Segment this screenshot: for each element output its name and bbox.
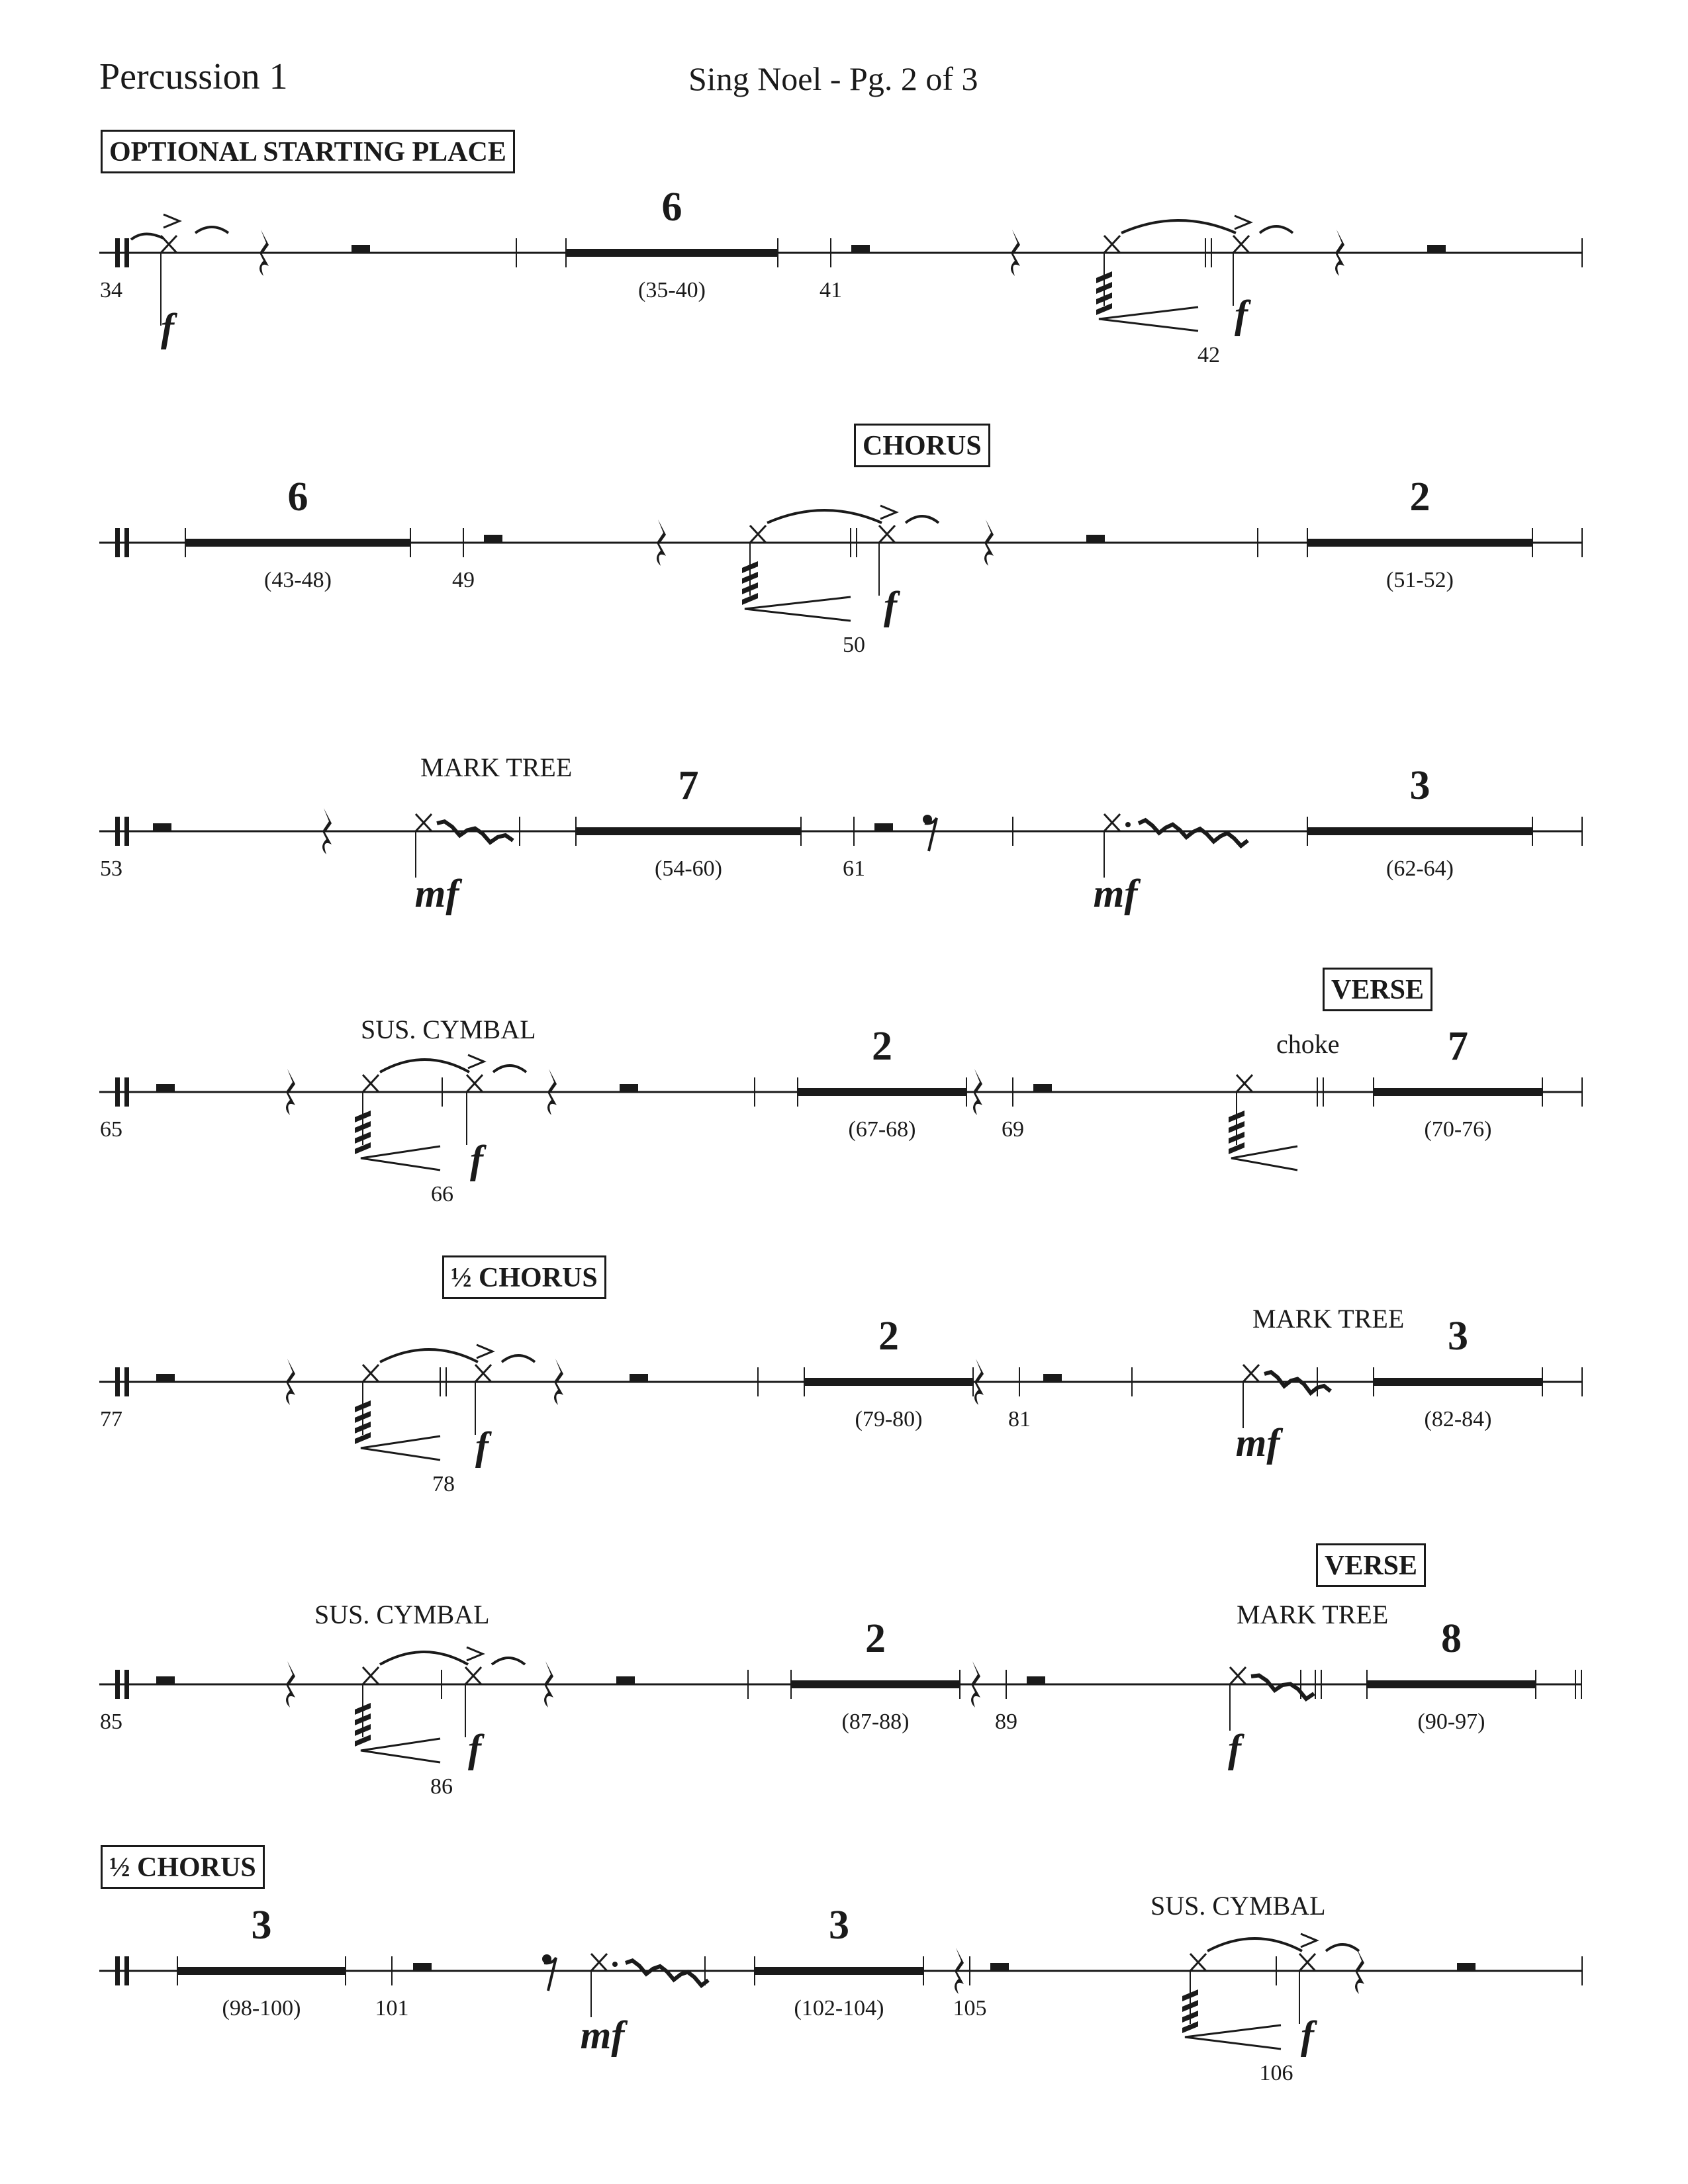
half-rest-icon [1043, 1374, 1062, 1382]
half-rest-icon [156, 1676, 175, 1684]
multimeasure-rest-bar [791, 1680, 960, 1688]
half-rest-icon [616, 1676, 635, 1684]
multimeasure-rest-bar [1307, 539, 1532, 547]
tie-icon [1260, 226, 1293, 233]
x-notehead-icon [363, 1667, 379, 1684]
x-notehead-icon [1104, 814, 1120, 831]
quarter-rest-icon [955, 1948, 964, 1994]
multimeasure-rest-bar [566, 249, 778, 257]
percussion-clef-icon [115, 1670, 120, 1699]
accent-icon [467, 1647, 483, 1661]
quarter-rest-icon [973, 1069, 982, 1115]
multirest-count: 2 [865, 1616, 886, 1661]
percussion-clef-icon [115, 817, 120, 846]
x-notehead-icon [161, 236, 177, 253]
multirest-range: (90-97) [1417, 1709, 1485, 1734]
accent-icon [477, 1345, 492, 1358]
dynamic-marking: f [468, 1727, 481, 1770]
x-notehead-icon [1237, 1075, 1252, 1092]
tremolo-slash-icon [1229, 1132, 1244, 1144]
half-rest-icon [1027, 1676, 1045, 1684]
rehearsal-mark: VERSE [1323, 968, 1432, 1011]
multirest-count: 3 [829, 1903, 849, 1948]
tremolo-slash-icon [355, 1422, 371, 1433]
multirest-range: (102-104) [794, 1996, 884, 2021]
half-rest-icon [1033, 1084, 1052, 1092]
eighth-rest-icon [925, 818, 937, 851]
tremolo-slash-icon [742, 593, 758, 605]
tremolo-slash-icon [1182, 1989, 1198, 2001]
x-notehead-icon [416, 814, 432, 831]
tremolo-slash-icon [355, 1132, 371, 1144]
dynamic-marking: f [884, 584, 897, 627]
quarter-rest-icon [259, 230, 269, 276]
rehearsal-mark: OPTIONAL STARTING PLACE [101, 130, 515, 173]
quarter-rest-icon [974, 1359, 984, 1405]
eighth-rest-icon [542, 1954, 551, 1964]
shake-line-icon [1139, 820, 1248, 846]
x-notehead-icon [750, 525, 766, 543]
x-notehead-icon [363, 1365, 379, 1382]
tremolo-slash-icon [1096, 293, 1112, 304]
rehearsal-mark: VERSE [1316, 1543, 1426, 1587]
shake-line-icon [1264, 1372, 1331, 1393]
x-notehead-icon [1299, 1954, 1315, 1971]
x-notehead-icon [475, 1365, 491, 1382]
tremolo-slash-icon [742, 582, 758, 594]
measure-number: 105 [953, 1996, 987, 2021]
multimeasure-rest-bar [177, 1967, 346, 1975]
shake-line-icon [1251, 1676, 1314, 1700]
measure-number: 49 [452, 568, 475, 592]
quarter-rest-icon [1335, 230, 1344, 276]
crescendo-hairpin-icon [361, 1436, 440, 1460]
tie-icon [1207, 1938, 1302, 1951]
percussion-clef-icon [115, 1367, 120, 1396]
tremolo-slash-icon [1229, 1111, 1244, 1122]
quarter-rest-icon [554, 1359, 563, 1405]
tremolo-slash-icon [742, 572, 758, 584]
quarter-rest-icon [286, 1069, 295, 1115]
half-rest-icon [153, 823, 171, 831]
tremolo-slash-icon [355, 1432, 371, 1444]
x-notehead-icon [467, 1075, 483, 1092]
quarter-rest-icon [286, 1661, 295, 1707]
dot-icon [1125, 822, 1131, 827]
tremolo-slash-icon [1096, 303, 1112, 315]
measure-number: 50 [843, 633, 865, 657]
multirest-count: 2 [872, 1024, 892, 1069]
multirest-count: 7 [678, 763, 699, 808]
tremolo-slash-icon [355, 1142, 371, 1154]
crescendo-hairpin-icon [361, 1739, 440, 1762]
eighth-rest-icon [544, 1958, 556, 1991]
x-notehead-icon [1233, 236, 1249, 253]
tremolo-slash-icon [1096, 282, 1112, 294]
instrument-label: SUS. CYMBAL [1150, 1891, 1326, 1921]
dot-icon [612, 1962, 618, 1967]
percussion-clef-icon [124, 238, 129, 267]
rehearsal-mark: ½ CHORUS [101, 1845, 265, 1889]
measure-number: 77 [100, 1407, 122, 1432]
multimeasure-rest-bar [1374, 1378, 1542, 1386]
accent-icon [1235, 216, 1250, 229]
x-notehead-icon [363, 1075, 379, 1092]
half-rest-icon [413, 1963, 432, 1971]
multirest-count: 2 [1409, 475, 1430, 520]
multirest-range: (79-80) [855, 1407, 923, 1432]
tie-icon [492, 1658, 525, 1664]
half-rest-icon [630, 1374, 648, 1382]
half-rest-icon [851, 245, 870, 253]
part-name: Percussion 1 [99, 56, 288, 97]
measure-number: 101 [375, 1996, 409, 2021]
percussion-clef-icon [124, 1670, 129, 1699]
tie-icon [493, 1066, 526, 1072]
measure-number: 86 [430, 1774, 453, 1799]
measure-number: 69 [1002, 1117, 1024, 1142]
multirest-range: (67-68) [848, 1117, 916, 1142]
accent-icon [164, 214, 179, 228]
measure-number: 85 [100, 1709, 122, 1734]
half-rest-icon [484, 535, 502, 543]
dynamic-marking: f [161, 306, 174, 349]
x-notehead-icon [465, 1667, 481, 1684]
accent-icon [880, 506, 896, 519]
dynamic-marking: mf [1093, 872, 1138, 915]
half-rest-icon [990, 1963, 1009, 1971]
percussion-clef-icon [115, 1077, 120, 1107]
quarter-rest-icon [1355, 1948, 1364, 1994]
tremolo-slash-icon [355, 1735, 371, 1747]
tremolo-slash-icon [1229, 1142, 1244, 1154]
quarter-rest-icon [544, 1661, 553, 1707]
tremolo-slash-icon [1182, 2011, 1198, 2023]
tie-icon [131, 234, 164, 240]
multimeasure-rest-bar [755, 1967, 923, 1975]
tremolo-slash-icon [355, 1703, 371, 1715]
tremolo-slash-icon [355, 1111, 371, 1122]
crescendo-hairpin-icon [1099, 307, 1198, 331]
tremolo-slash-icon [1096, 271, 1112, 283]
half-rest-icon [156, 1374, 175, 1382]
dynamic-marking: mf [580, 2013, 625, 2057]
percussion-clef-icon [115, 1956, 120, 1985]
x-notehead-icon [591, 1954, 607, 1971]
percussion-clef-icon [124, 817, 129, 846]
multirest-count: 6 [661, 185, 682, 230]
dynamic-marking: mf [414, 872, 459, 915]
measure-number: 65 [100, 1117, 122, 1142]
measure-number: 106 [1259, 2061, 1293, 2085]
half-rest-icon [1457, 1963, 1476, 1971]
half-rest-icon [620, 1084, 638, 1092]
multirest-count: 6 [287, 475, 308, 520]
percussion-clef-icon [115, 528, 120, 557]
tie-icon [1121, 220, 1236, 233]
tremolo-slash-icon [1182, 2000, 1198, 2012]
tie-icon [906, 516, 939, 523]
multirest-range: (87-88) [841, 1709, 910, 1734]
dynamic-marking: f [1301, 2013, 1314, 2057]
page-title: Sing Noel - Pg. 2 of 3 [688, 60, 978, 97]
half-rest-icon [1427, 245, 1446, 253]
percussion-clef-icon [115, 238, 120, 267]
half-rest-icon [156, 1084, 175, 1092]
multirest-count: 3 [1448, 1314, 1468, 1359]
multimeasure-rest-bar [1367, 1680, 1536, 1688]
x-notehead-icon [1230, 1667, 1246, 1684]
quarter-rest-icon [286, 1359, 295, 1405]
measure-number: 66 [431, 1182, 453, 1206]
tie-icon [1326, 1944, 1359, 1951]
tremolo-slash-icon [742, 561, 758, 573]
multirest-count: 3 [1409, 763, 1430, 808]
dynamic-marking: mf [1235, 1421, 1280, 1465]
multirest-range: (43-48) [264, 568, 332, 592]
multirest-range: (98-100) [222, 1996, 301, 2021]
tremolo-slash-icon [355, 1724, 371, 1736]
multimeasure-rest-bar [798, 1088, 966, 1096]
multirest-range: (70-76) [1424, 1117, 1492, 1142]
measure-number: 78 [432, 1472, 455, 1496]
instrument-label: MARK TREE [1252, 1304, 1405, 1334]
tremolo-slash-icon [355, 1400, 371, 1412]
eighth-rest-icon [923, 815, 932, 824]
multirest-count: 2 [878, 1314, 899, 1359]
measure-number: 42 [1197, 343, 1220, 367]
tie-icon [767, 510, 882, 523]
quarter-rest-icon [322, 808, 332, 854]
multirest-count: 7 [1448, 1024, 1468, 1069]
dynamic-marking: f [1235, 293, 1248, 336]
tremolo-slash-icon [355, 1411, 371, 1423]
multirest-range: (51-52) [1386, 568, 1454, 592]
x-notehead-icon [1190, 1954, 1206, 1971]
instrument-label: SUS. CYMBAL [314, 1600, 490, 1629]
quarter-rest-icon [547, 1069, 557, 1115]
multirest-range: (62-64) [1386, 856, 1454, 881]
accent-icon [468, 1055, 484, 1068]
instrument-label: MARK TREE [420, 752, 573, 782]
multirest-range: (35-40) [638, 278, 706, 302]
crescendo-hairpin-icon [1231, 1146, 1297, 1170]
multirest-count: 3 [251, 1903, 272, 1948]
multimeasure-rest-bar [185, 539, 410, 547]
percussion-clef-icon [124, 1077, 129, 1107]
tremolo-slash-icon [355, 1121, 371, 1133]
tie-icon [380, 1652, 468, 1664]
measure-number: 53 [100, 856, 122, 881]
measure-number: 61 [843, 856, 865, 881]
measure-number: 41 [820, 278, 842, 302]
half-rest-icon [1086, 535, 1105, 543]
measure-number: 81 [1008, 1407, 1031, 1432]
rehearsal-mark: CHORUS [854, 424, 990, 467]
crescendo-hairpin-icon [361, 1146, 440, 1170]
multimeasure-rest-bar [1307, 827, 1532, 835]
quarter-rest-icon [971, 1661, 980, 1707]
measure-number: 89 [995, 1709, 1017, 1734]
multirest-range: (82-84) [1424, 1407, 1492, 1432]
accent-icon [1301, 1934, 1317, 1947]
percussion-clef-icon [124, 528, 129, 557]
multimeasure-rest-bar [576, 827, 801, 835]
dynamic-marking: f [1228, 1727, 1241, 1770]
rehearsal-mark: ½ CHORUS [442, 1255, 606, 1299]
x-notehead-icon [879, 525, 895, 543]
tremolo-slash-icon [1182, 2021, 1198, 2033]
tie-icon [380, 1060, 469, 1072]
multimeasure-rest-bar [804, 1378, 973, 1386]
quarter-rest-icon [1011, 230, 1020, 276]
measure-number: 34 [100, 278, 122, 302]
multimeasure-rest-bar [1374, 1088, 1542, 1096]
tremolo-slash-icon [1229, 1121, 1244, 1133]
multirest-range: (54-60) [655, 856, 722, 881]
quarter-rest-icon [657, 520, 666, 566]
tie-icon [502, 1355, 535, 1362]
shake-line-icon [437, 821, 513, 842]
instrument-label: MARK TREE [1237, 1600, 1389, 1629]
multirest-count: 8 [1441, 1616, 1462, 1661]
dynamic-marking: f [475, 1424, 489, 1468]
x-notehead-icon [1104, 236, 1120, 253]
tie-icon [380, 1349, 478, 1362]
percussion-clef-icon [124, 1367, 129, 1396]
tie-icon [195, 227, 228, 233]
shake-line-icon [626, 1960, 708, 1985]
tremolo-slash-icon [355, 1713, 371, 1725]
crescendo-hairpin-icon [1185, 2025, 1281, 2049]
x-notehead-icon [1243, 1365, 1259, 1382]
dynamic-marking: f [470, 1138, 483, 1181]
half-rest-icon [874, 823, 893, 831]
quarter-rest-icon [984, 520, 994, 566]
half-rest-icon [352, 245, 370, 253]
percussion-clef-icon [124, 1956, 129, 1985]
instrument-label: choke [1276, 1029, 1340, 1059]
crescendo-hairpin-icon [745, 597, 851, 621]
instrument-label: SUS. CYMBAL [361, 1015, 536, 1044]
